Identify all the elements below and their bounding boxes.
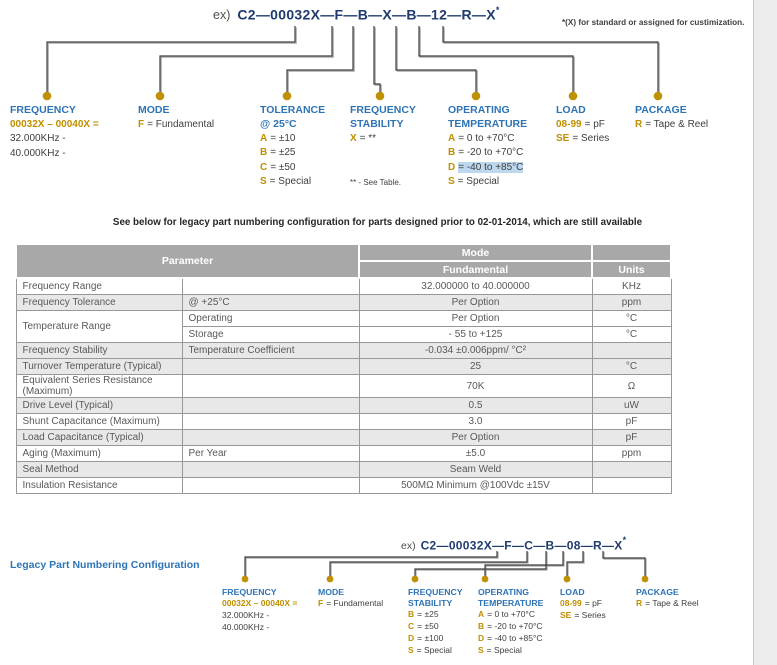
column-item: S = Special [478,644,522,655]
column-item: R = Tape & Reel [635,118,709,130]
column-item: S = Special [448,176,500,188]
column-title: FREQUENCY [10,104,76,116]
legacy-column-frequency-stability [408,587,463,657]
legacy-column-mode [318,587,383,610]
branch-dots [242,576,649,583]
header-units: Units [592,261,671,278]
column-item: 40.000KHz - [10,147,66,159]
legacy-section-title: Legacy Part Numbering Configuration [10,559,200,571]
table-header-row [16,244,671,261]
column-title: MODE [318,587,345,597]
column-package [635,104,708,132]
see-table-footnote: ** - See Table. [350,178,401,188]
column-item: A = ±10 [260,132,296,144]
part-number-star: * [622,535,627,545]
part-number-star: * [495,5,500,15]
column-title: FREQUENCY [350,104,416,116]
table-row: Temperature Range Operating Per Option °C [16,311,671,327]
column-title: MODE [138,104,170,116]
column-item: SE = Series [560,610,606,620]
column-item: S = Special [260,176,312,188]
column-mode [138,104,214,132]
table-row: Frequency Stability Temperature Coefficient -0.034 ±0.006ppm/ °C² [16,343,671,359]
column-item: D = -40 to +85°C [478,633,543,643]
column-item: D = ±100 [408,633,444,643]
column-title: OPERATING [478,587,529,597]
column-item: A = 0 to +70°C [448,132,515,144]
column-tolerance [260,104,325,190]
column-subtitle: @ 25°C [260,117,297,130]
column-subtitle: STABILITY [408,598,453,609]
column-title: FREQUENCY [408,587,463,597]
table-row: Shunt Capacitance (Maximum) 3.0 pF [16,414,671,430]
part-number-example [213,5,499,24]
page-edge-strip [753,0,777,665]
table-row: Turnover Temperature (Typical) 25 °C [16,359,671,375]
column-title: OPERATING [448,104,510,116]
column-item: C = ±50 [408,621,439,632]
column-item: B = -20 to +70°C [448,147,524,159]
column-title: LOAD [556,104,586,116]
column-title: FREQUENCY [222,587,277,597]
table-row: Frequency Range 32.000000 to 40.000000 KHz [16,278,671,295]
legacy-part-number-tree [0,551,777,585]
column-subtitle: TEMPERATURE [478,598,544,609]
column-operating-temperature [448,104,527,190]
legacy-column-package [636,587,699,610]
column-item: C = ±50 [260,161,296,173]
table-row: Insulation Resistance 500MΩ Minimum @100Vdc ±15V [16,478,671,494]
branch-dots [43,92,663,101]
header-mode: Mode [359,244,592,261]
column-title: PACKAGE [635,104,687,116]
column-frequency-stability [350,104,416,191]
column-item: SE = Series [556,133,610,145]
column-frequency [10,104,102,161]
header-empty [592,244,671,261]
table-row: Drive Level (Typical) 0.5 uW [16,398,671,414]
part-number-tree [0,26,777,102]
column-item: 08-99 = pF [556,118,605,130]
header-parameter: Parameter [16,244,359,278]
example-prefix: ex) [213,8,231,23]
column-item: R = Tape & Reel [636,598,699,609]
table-row: Storage - 55 to +125 °C [16,327,671,343]
column-subtitle: STABILITY [350,117,404,130]
column-item: B = ±25 [408,609,439,620]
column-item: 00032X – 00040X = [222,598,298,609]
example-prefix: ex) [401,540,416,553]
column-item-highlighted: D = -40 to +85°C [448,161,524,173]
spec-table [15,243,672,494]
customization-note: *(X) for standard or assigned for custimization. [562,18,745,27]
column-item: 32.000KHz - [10,133,66,145]
legacy-part-number: C2—00032X—F—C—B—08—R—X [420,538,623,553]
column-item: F = Fundamental [318,598,384,609]
header-fundamental: Fundamental [359,261,592,278]
column-title: TOLERANCE [260,104,326,116]
table-row: Equivalent Series Resistance (Maximum) 70K Ω [16,375,671,398]
table-row: Seal Method Seam Weld [16,462,671,478]
column-item: A = 0 to +70°C [478,609,535,620]
column-item: X = ** [350,132,377,144]
column-load [556,104,609,147]
column-item: 40.000KHz - [222,621,270,632]
column-item: F = Fundamental [138,118,215,130]
legacy-column-frequency [222,587,300,634]
legacy-availability-note: See below for legacy part numbering configuration for parts designed prior to 02-01-2014, which are still available [112,217,643,228]
column-item: B = -20 to +70°C [478,621,543,632]
column-title: PACKAGE [636,587,679,597]
table-row: Aging (Maximum) Per Year ±5.0 ppm [16,446,671,462]
column-title: LOAD [560,587,585,597]
column-item: 32.000KHz - [222,610,270,620]
table-row: Load Capacitance (Typical) Per Option pF [16,430,671,446]
part-number: C2—00032X—F—B—X—B—12—R—X [237,6,496,23]
legacy-column-operating-temperature [478,587,543,657]
column-item: 08-99 = pF [560,598,602,609]
column-item: 00032X – 00040X = [10,118,99,130]
column-item: B = ±25 [260,147,296,159]
legacy-column-load [560,587,606,622]
table-row: Frequency Tolerance @ +25°C Per Option ppm [16,295,671,311]
column-subtitle: TEMPERATURE [448,117,528,130]
column-item: S = Special [408,644,452,655]
